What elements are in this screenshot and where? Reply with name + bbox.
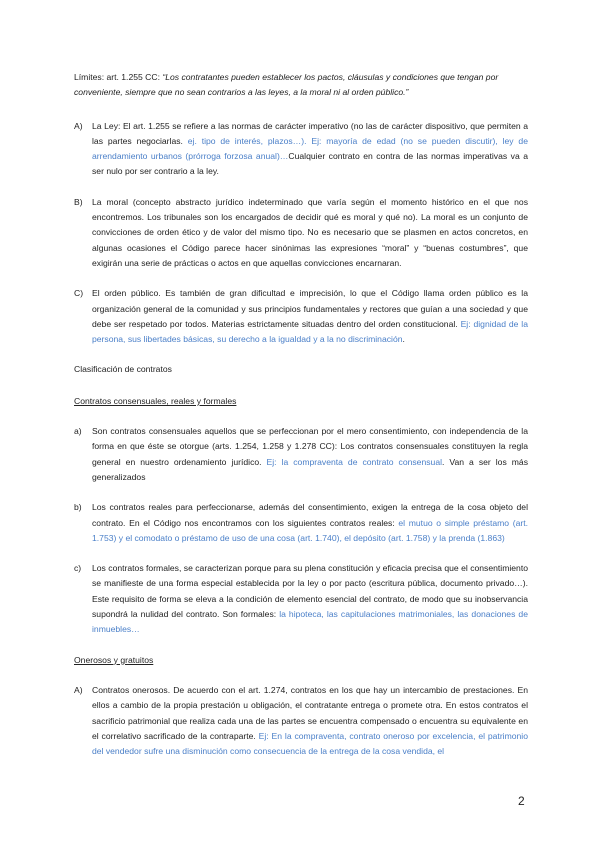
list-text (92, 195, 528, 271)
item-example: ej. tipo de interés, plazos…). Ej: mayoría de edad (no se pueden discutir), ley de arrendamiento urbanos (prórroga forzosa anual)… (92, 135, 528, 162)
intro-paragraph (74, 70, 528, 101)
item-tail: Cualquier contrato en contra de las normas imperativas va a ser nulo por ser contrario a la ley. (92, 151, 529, 177)
item-text: El orden público. Es también de gran dificultad e imprecisión, lo que el Código llama orden público es la organización general de la comunidad y sus principios fundamentales y rectores que guían a una sociedad y que debe ser respetado por todos. Materias estrictamente situadas dentro del orden constitucional. (92, 288, 528, 329)
list-marker: c) (74, 563, 82, 574)
list-marker: A) (74, 684, 83, 695)
type-item-c (74, 561, 528, 637)
page-number: 2 (518, 794, 525, 808)
item-example: Ej: la compraventa de contrato consensual (266, 456, 443, 467)
list-text (92, 119, 528, 180)
subheading-onerous: Onerosos y gratuitos (74, 654, 154, 665)
item-text: Los contratos reales para perfeccionarse, además del consentimiento, exigen la entrega de la cosa objeto del contrato. En el Código nos encontramos con los siguientes contratos reales: (92, 502, 528, 528)
list-text (92, 561, 528, 637)
item-text: Contratos onerosos. De acuerdo con el art. 1.274, contratos en los que hay un intercambio de prestaciones. En ellos a cambio de la propia prestación u obligación, el contratante entrega o promete otra. En estos contratos el sacrificio patrimonial que realiza cada una de las partes se encuentra compensado o encuentra su equivalente en el correlativo sacrificado de la contraparte. (92, 684, 528, 741)
type-item-b (74, 500, 528, 546)
list-text (92, 683, 528, 759)
list-marker: b) (74, 502, 82, 513)
classification-heading: Clasificación de contratos (74, 364, 172, 375)
item-text: Los contratos formales, se caracterizan porque para su plena constitución y eficacia precisa que el consentimiento se manifieste de una forma especial establecida por la ley o por pacto (escritura pública, documento privado…). Este requisito de forma se eleva a la condición de elemento esencial del contrato, de modo que su inobservancia supondrá la nulidad del contrato. Son formales: (92, 563, 528, 620)
list-text (92, 500, 528, 546)
list-text (92, 424, 528, 485)
limit-item-b (74, 195, 528, 271)
intro-quote: “Los contratantes pueden establecer los pactos, cláusulas y condiciones que tengan por conveniente, siempre que no sean contrarios a las leyes, a la moral ni al orden público.” (74, 72, 499, 98)
item-tail: . Van a ser los más generalizados (92, 456, 528, 482)
intro-label: Límites: art. 1.255 CC: (74, 72, 163, 82)
type-item-a (74, 424, 528, 485)
onerous-item-a (74, 683, 528, 759)
limit-item-a (74, 119, 528, 180)
item-example: el mutuo o simple préstamo (art. 1.753) y el comodato o préstamo de uso de una cosa (art. 1.740), el depósito (art. 1.758) y la prenda (1.863) (92, 517, 528, 543)
list-marker: B) (74, 196, 83, 207)
page-content (74, 70, 528, 774)
list-marker: a) (74, 426, 82, 437)
list-marker: C) (74, 288, 84, 299)
list-marker: A) (74, 120, 83, 131)
item-example: la hipoteca, las capitulaciones matrimoniales, las donaciones de inmuebles… (92, 609, 528, 635)
item-text: Son contratos consensuales aquellos que se perfeccionan por el mero consentimiento, con independencia de la forma en que éste se otorgue (arts. 1.254, 1.258 y 1.278 CC): Los contratos consensuales constituyen la regla general en nuestro ordenamiento jurídico. (92, 426, 528, 467)
list-text (92, 286, 528, 347)
item-example: Ej: En la compraventa, contrato oneroso por excelencia, el patrimonio del vendedor sufre una disminución como consecuencia de la entrega de la cosa vendida, el (92, 730, 528, 757)
limit-item-c (74, 286, 528, 347)
item-example: Ej: dignidad de la persona, sus libertades básicas, su derecho a la igualdad y a la no discriminación (92, 318, 528, 345)
item-text: La moral (concepto abstracto jurídico indeterminado que varía según el momento histórico en el que nos encontremos. Los tribunales son los encargados de decidir qué es moral y qué no). La moral es un conjunto de convicciones de orden ético y de valor del mismo tipo. No es necesario que se plasmen en actos concretos, en algunas ocasiones el Código parece hacer sinónimas las expresiones “moral” y “buenas costumbres”, que exigirán una serie de prácticas o actos en que aquellas convicciones encarnaran. (92, 196, 528, 268)
item-tail: . (402, 334, 405, 345)
subheading-consensual: Contratos consensuales, reales y formales (74, 395, 237, 406)
item-text: La Ley: El art. 1.255 se refiere a las normas de carácter imperativo (no las de carácter dispositivo, que permiten a las partes negociarlas. (92, 120, 528, 146)
